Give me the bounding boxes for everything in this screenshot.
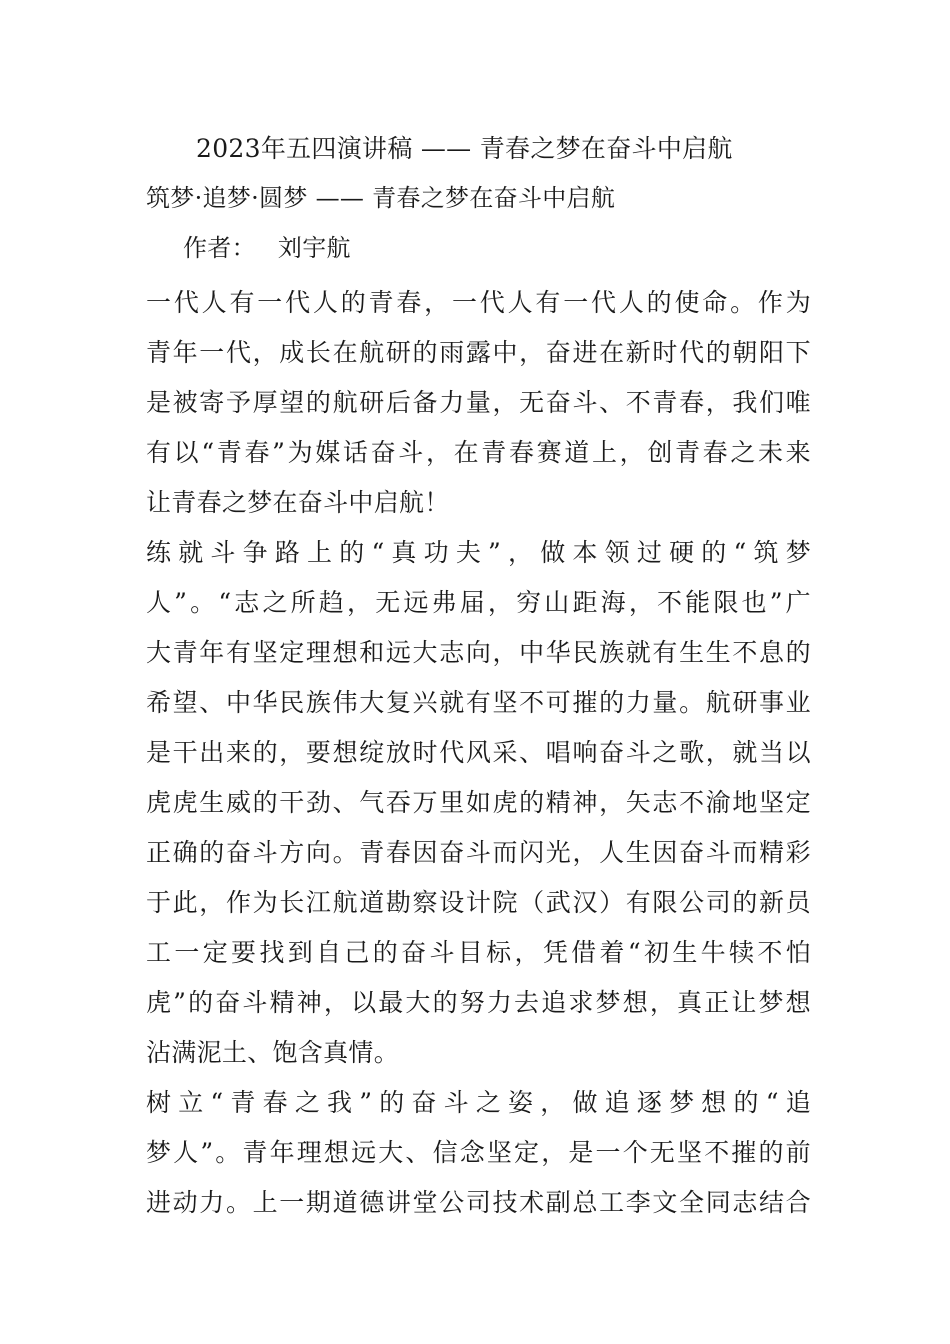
body-line: 人”。“志之所趋，无远弗届，穷山距海，不能限也”广 [146,588,811,617]
body-line: 树立“青春之我”的奋斗之姿，做追逐梦想的“追 [146,1088,811,1117]
body-line: 梦人”。青年理想远大、信念坚定，是一个无坚不摧的前 [146,1138,811,1167]
body-line: 正确的奋斗方向。青春因奋斗而闪光，人生因奋斗而精彩 [146,838,811,867]
document-title: 2023年五四演讲稿 —— 青春之梦在奋斗中启航 [196,134,733,163]
body-line: 虎虎生威的干劲、气吞万里如虎的精神，矢志不渝地坚定 [146,788,811,817]
body-line: 大青年有坚定理想和远大志向，中华民族就有生生不息的 [146,638,811,667]
body-line: 是干出来的，要想绽放时代风采、唱响奋斗之歌，就当以 [146,738,811,767]
body-line: 是被寄予厚望的航研后备力量，无奋斗、不青春，我们唯 [146,388,811,417]
body-line: 青年一代，成长在航研的雨露中，奋进在新时代的朝阳下 [146,338,811,367]
author-name: 刘宇航 [277,234,351,262]
author-label: 作者： [183,234,256,262]
body-line: 于此，作为长江航道勘察设计院（武汉）有限公司的新员 [146,888,811,917]
body-line: 进动力。上一期道德讲堂公司技术副总工李文全同志结合 [146,1188,811,1217]
body-line: 工一定要找到自己的奋斗目标，凭借着“初生牛犊不怕 [146,938,811,967]
body-line: 让青春之梦在奋斗中启航！ [146,488,450,517]
body-line: 有以“青春”为媒话奋斗，在青春赛道上，创青春之未来 [146,438,811,467]
body-line: 虎”的奋斗精神，以最大的努力去追求梦想，真正让梦想 [146,988,811,1017]
document-subtitle: 筑梦·追梦·圆梦 —— 青春之梦在奋斗中启航 [146,184,616,212]
body-line: 希望、中华民族伟大复兴就有坚不可摧的力量。航研事业 [146,688,811,717]
body-line: 练就斗争路上的“真功夫”，做本领过硬的“筑梦 [146,538,811,567]
body-line: 沾满泥土、饱含真情。 [146,1038,400,1067]
author-line [183,233,351,263]
body-line: 一代人有一代人的青春，一代人有一代人的使命。作为 [146,288,811,317]
